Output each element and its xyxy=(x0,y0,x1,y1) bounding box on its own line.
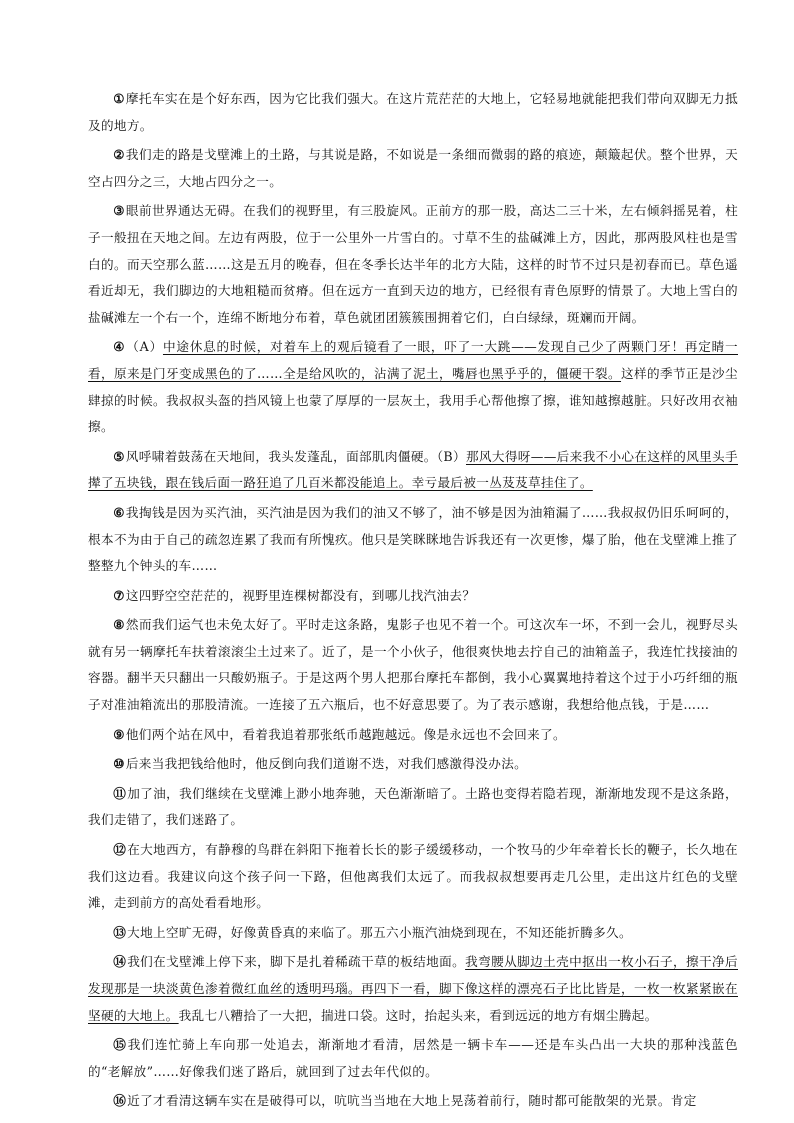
paragraph-1 xyxy=(88,86,738,139)
paragraph-number: ⑬ xyxy=(113,924,127,940)
paragraph-text: 这样的季节正是沙尘肆掠的时候。我叔叔头盔的挡风镜上也蒙了厚厚的一层灰土，我用手心帮他擦了擦，谁知越擦越脏。只好改用衣袖擦。 xyxy=(88,365,738,435)
paragraph-text: 在大地西方，有静穆的鸟群在斜阳下拖着长长的影子缓缓移动，一个牧马的少年牵着长长的鞭子，长久地在我们这边看。我建议向这个孩子问一下路，但他离我们太远了。而我叔叔想要再走几公里，走出这片红色的戈壁滩，走到前方的高处看看地形。 xyxy=(88,842,738,911)
paragraph-number: ⑪ xyxy=(113,785,127,801)
paragraph-8 xyxy=(88,612,738,718)
paragraph-text: 后来当我把钱给他时，他反倒向我们道谢不迭，对我们感激得没办法。 xyxy=(125,756,528,772)
paragraph-number: ⑯ xyxy=(113,1093,127,1109)
paragraph-11 xyxy=(88,781,738,834)
paragraph-text: 这四野空空茫茫的，视野里连棵树都没有，到哪儿找汽油去？ xyxy=(125,587,476,603)
paragraph-number: ③ xyxy=(113,203,125,219)
paragraph-text: 加了油，我们继续在戈壁滩上渺小地奔驰，天色渐渐暗了。土路也变得若隐若现，渐渐地发现不是这条路，我们走错了，我们迷路了。 xyxy=(88,785,738,828)
paragraph-3 xyxy=(88,198,738,331)
paragraph-text: 摩托车实在是个好东西，因为它比我们强大。在这片荒茫茫的大地上，它轻易地就能把我们带向双脚无力抵及的地方。 xyxy=(88,91,739,133)
paragraph-16 xyxy=(88,1088,738,1115)
paragraph-6 xyxy=(88,500,738,580)
paragraph-text: 风呼啸着鼓荡在天地间，我头发蓬乱，面部肌肉僵硬。（B） xyxy=(125,448,466,464)
paragraph-number: ⑩ xyxy=(113,756,125,772)
paragraph-text: 眼前世界通达无碍。在我们的视野里，有三股旋风。正前方的那一股，高达二三十米，左右倾斜摇晃着，柱子一般扭在天地之间。左边有两股，位于一公里外一片雪白的。寸草不生的盐碱滩上方，因此，那两股风柱也是雪白的。而天空那么蓝……这是五月的晚春，但在冬季长达半年的北方大陆，这样的时节不过只是初春而已。草色遥看近却无，我们脚边的大地粗糙而贫瘠。但在远方一直到天边的地方，已经很有青色原野的情景了。大地上雪白的盐碱滩左一个右一个，连绵不断地分布着，草色就团团簇簇围拥着它们，白白绿绿，斑斓而开阔。 xyxy=(88,203,739,325)
underlined-passage: 我弯腰从脚边土壳中抠出一枚小石子，擦干净后发现那是一块淡黄色渗着微红血丝的透明玛瑙。再四下一看，脚下像这样的漂亮石子比比皆是，一枚一枚紧紧嵌在坚硬的大地上。 xyxy=(88,954,738,1023)
paragraph-text: 近了才看清这辆车实在是破得可以，吭吭当当地在大地上晃荡着前行，随时都可能散架的光景。肯定 xyxy=(127,1093,697,1109)
paragraph-number: ⑤ xyxy=(113,448,125,464)
paragraph-text: 大地上空旷无碍，好像黄昏真的来临了。那五六小瓶汽油烧到现在，不知还能折腾多久。 xyxy=(127,924,632,940)
paragraph-text: 我们连忙骑上车向那一处追去，渐渐地才看清，居然是一辆卡车——还是车头凸出一大块的那种浅蓝色的“老解放”……好像我们迷了路后，就回到了过去年代似的。 xyxy=(88,1037,738,1079)
paragraph-14 xyxy=(88,949,738,1029)
paragraph-text: 我掏钱是因为买汽油，买汽油是因为我们的油又不够了，油不够是因为油箱漏了……我叔叔仍旧乐呵呵的，根本不为由于自己的疏忽连累了我而有所愧疚。他只是笑眯眯地告诉我还有一次更惨，爆了胎，他在戈壁滩上推了整整九个钟头的车…… xyxy=(88,504,739,574)
paragraph-number: ⑦ xyxy=(113,587,125,603)
paragraph-text: 我乱七八糟拾了一大把，揣进口袋。这时，抬起头来，看到远远的地方有烟尘腾起。 xyxy=(178,1007,658,1023)
paragraph-text: 他们两个站在风中，看着我追着那张纸币越跑越远。像是永远也不会回来了。 xyxy=(125,726,566,742)
paragraph-4 xyxy=(88,334,738,440)
paragraph-2 xyxy=(88,142,738,195)
paragraph-13 xyxy=(88,920,738,947)
paragraph-number: ⑨ xyxy=(113,726,125,742)
paragraph-7 xyxy=(88,583,738,610)
paragraph-5 xyxy=(88,444,738,497)
paragraph-number: ⑫ xyxy=(113,842,127,858)
paragraph-15 xyxy=(88,1032,738,1085)
paragraph-number: ⑧ xyxy=(113,617,125,633)
paragraph-text: 我们走的路是戈壁滩上的土路，与其说是路，不如说是一条细而微弱的路的痕迹，颠簸起伏。整个世界，天空占四分之三，大地占四分之一。 xyxy=(88,147,739,189)
paragraph-number: ② xyxy=(113,147,125,163)
paragraph-text: （A） xyxy=(126,339,163,355)
paragraph-number: ⑮ xyxy=(113,1037,127,1053)
underlined-passage: 那风大得呀——后来我不小心在这样的风里头手撵了五块钱，跟在钱后面一路狂追了几百米都没能追上。幸亏最后被一丛芨芨草挂住了。 xyxy=(88,448,739,491)
document-page xyxy=(88,86,738,1118)
paragraph-number: ④ xyxy=(113,339,126,355)
paragraph-text: 然而我们运气也未免太好了。平时走这条路，鬼影子也见不着一个。可这次车一坏，不到一会儿，视野尽头就有另一辆摩托车扶着滚滚尘土过来了。近了，是一个小伙子，他很爽快地去拧自己的油箱盖子，我连忙找接油的容器。翻半天只翻出一只酸奶瓶子。于是这两个男人把那台摩托车都倒，我小心翼翼地持着这个过于小巧纤细的瓶子对准油箱流出的那股清流。一连接了五六瓶后，也不好意思要了。为了表示感谢，我想给他点钱，于是…… xyxy=(88,617,739,713)
paragraph-number: ① xyxy=(113,91,125,106)
paragraph-12 xyxy=(88,837,738,917)
paragraph-text: 我们在戈壁滩上停下来，脚下是扎着稀疏干草的板结地面。 xyxy=(127,954,466,970)
underlined-passage: 中途休息的时候，对着车上的观后镜看了一眼，吓了一大跳——发现自己少了两颗门牙！再定睛一看，原来是门牙变成黑色的了……全是给风吹的，沾满了泥土，嘴唇也黑乎乎的，僵硬干裂。 xyxy=(88,339,738,381)
paragraph-number: ⑭ xyxy=(113,954,127,970)
paragraph-10 xyxy=(88,751,738,778)
paragraph-9 xyxy=(88,722,738,749)
paragraph-number: ⑥ xyxy=(113,504,125,520)
